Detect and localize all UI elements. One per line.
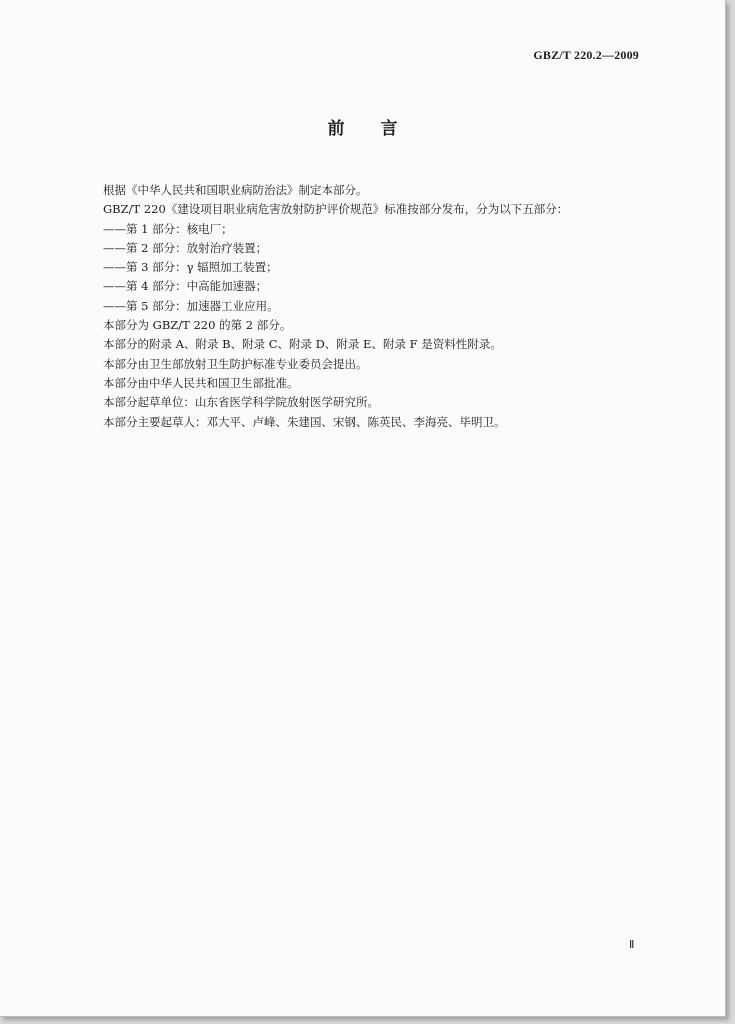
- paragraph: 本部分主要起草人：邓大平、卢峰、朱建国、宋钢、陈英民、李海亮、毕明卫。: [103, 414, 506, 429]
- paragraph: GBZ/T 220《建设项目职业病危害放射防护评价规范》标准按部分发布，分为以下五部分：: [103, 202, 569, 217]
- list-item: ——第 4 部分：中高能加速器；: [103, 279, 268, 294]
- document-body: [103, 181, 643, 432]
- paragraph: 本部分由中华人民共和国卫生部批准。: [103, 375, 299, 390]
- paragraph: 本部分起草单位：山东省医学科学院放射医学研究所。: [103, 395, 379, 410]
- paragraph: 根据《中华人民共和国职业病防治法》制定本部分。: [103, 183, 368, 197]
- paragraph: 本部分为 GBZ/T 220 的第 2 部分。: [103, 318, 292, 333]
- paragraph: 本部分的附录 A、附录 B、附录 C、附录 D、附录 E、附录 F 是资料性附录。: [103, 337, 502, 352]
- list-item: ——第 5 部分：加速器工业应用。: [103, 298, 279, 313]
- page-number: Ⅱ: [629, 939, 635, 951]
- list-item: ——第 1 部分：核电厂；: [103, 221, 233, 236]
- paragraph: 本部分由卫生部放射卫生防护标准专业委员会提出。: [103, 356, 368, 371]
- list-item: ——第 3 部分：γ 辐照加工装置；: [103, 260, 278, 275]
- document-code: GBZ/T 220.2—2009: [533, 48, 639, 62]
- page-title: 前言: [327, 119, 434, 139]
- list-item: ——第 2 部分：放射治疗装置；: [103, 240, 268, 255]
